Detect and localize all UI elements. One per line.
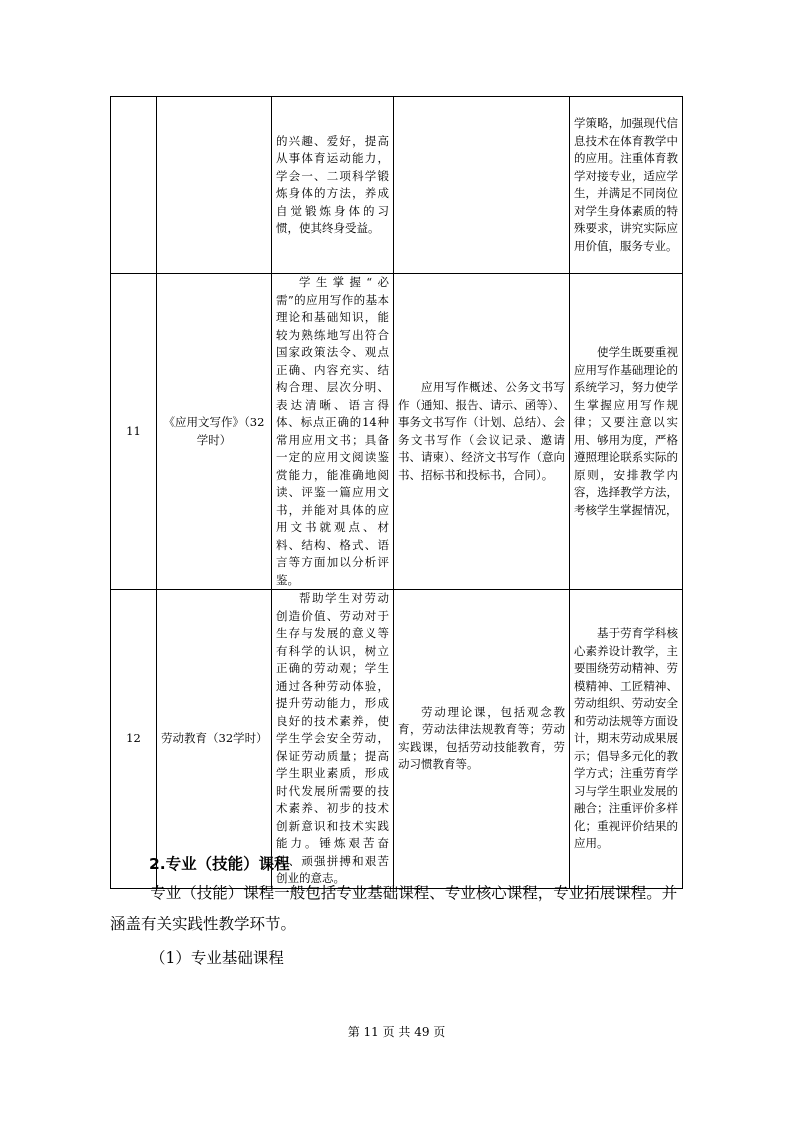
course-teaching-method (570, 274, 683, 590)
subsection-heading: （1）专业基础课程 (150, 949, 284, 967)
course-objective (272, 590, 394, 889)
course-content-text: 劳动理论课，包括观念教育，劳动法律法规教育等；劳动实践课，包括劳动技能教育，劳动习惯教育等。 (398, 704, 565, 772)
course-name: 《应用文写作》（32学时） (157, 274, 272, 590)
course-teaching-method: 学策略，加强现代信息技术在体育教学中的应用。注重体育教学对接专业，适应学生，并满足不同岗位对学生身体素质的特殊要求，讲究实际应用价值，服务专业。 (570, 97, 683, 274)
course-objective: 的兴趣、爱好，提高从事体育运动能力，学会一、二项科学锻炼身体的方法，养成自觉锻炼身体的习惯，使其终身受益。 (272, 97, 394, 274)
course-content (394, 274, 570, 590)
table-row (111, 274, 683, 590)
table-row (111, 590, 683, 889)
course-teaching-method (570, 590, 683, 889)
course-objective-text: 帮助学生对劳动创造价值、劳动对于生存与发展的意义等有科学的认识，树立正确的劳动观；学生通过各种劳动体验，提升劳动能力，形成良好的技术素养，使学生学会安全劳动，保证劳动质量；提高学生职业素质，形成时代发展所需要的技术素养、初步的技术创新意识和技术实践能力。锤炼艰苦奋斗、顽强拼搏和艰苦创业的意志。 (276, 591, 389, 885)
course-name: 劳动教育（32学时） (157, 590, 272, 889)
course-number: 11 (111, 274, 157, 590)
course-content (394, 97, 570, 274)
course-objective-text: 学生掌握“必需”的应用写作的基本理论和基础知识，能较为熟练地写出符合国家政策法令、观点正确、内容充实、结构合理、层次分明、表达清晰、语言得体、标点正确的14种常用应用文书；具备一定的应用文阅读鉴赏能力，能准确地阅读、评鉴一篇应用文书，并能对具体的应用文书就观点、材料、结构、格式、语言等方面加以分析评鉴。 (276, 275, 389, 587)
course-content (394, 590, 570, 889)
paragraph-text: 专业（技能）课程一般包括专业基础课程、专业核心课程，专业拓展课程。并涵盖有关实践性教学环节。 (110, 884, 678, 933)
course-content-text: 应用写作概述、公务文书写作（通知、报告、请示、函等）、事务文书写作（计划、总结）、会务文书写作（会议记录、邀请书、请柬）、经济文书写作（意向书、招标书和投标书，合同）。 (398, 380, 565, 482)
course-method-text: 基于劳育学科核心素养设计教学，主要围绕劳动精神、劳模精神、工匠精神、劳动组织、劳动安全和劳动法规等方面设计，期末劳动成果展示；倡导多元化的教学方式；注重劳育学习与学生职业发展的融合；注重评价多样化；重视评价结果的应用。 (574, 626, 678, 850)
course-number (111, 97, 157, 274)
page-footer: 第 11 页 共 49 页 (347, 1025, 446, 1039)
section-heading: 2.专业（技能）课程 (149, 855, 290, 873)
course-method-text: 使学生既要重视应用写作基础理论的系统学习，努力使学生掌握应用写作规律；又要注意以实用、够用为度，严格遵照理论联系实际的原则，安排教学内容，选择教学方法，考核学生掌握情况， (574, 345, 678, 517)
course-objective (272, 274, 394, 590)
course-table (110, 96, 683, 889)
table-row (111, 97, 683, 274)
course-name (157, 97, 272, 274)
body-paragraph (110, 878, 686, 940)
course-number: 12 (111, 590, 157, 889)
